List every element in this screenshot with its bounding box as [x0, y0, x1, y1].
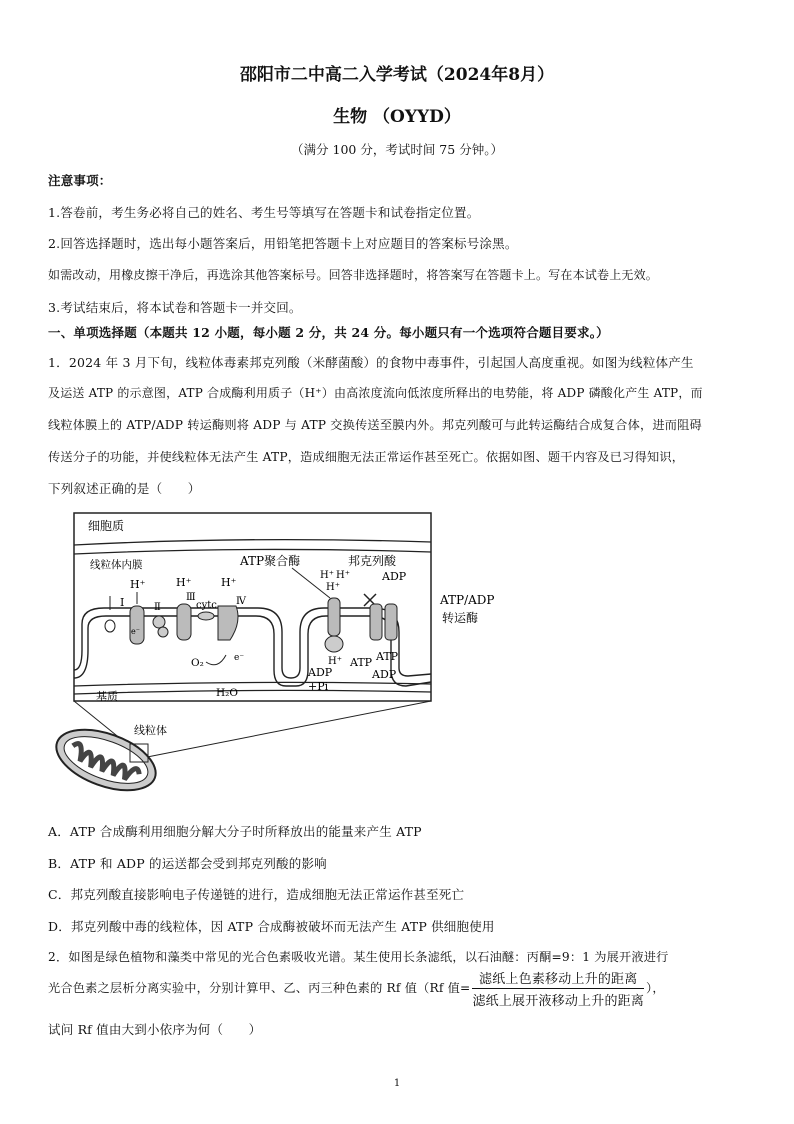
complex-III [177, 604, 191, 640]
electron-label: e⁻ [131, 627, 140, 636]
section-heading: 一、单项选择题（本题共 12 小题，每小题 2 分，共 24 分。每小题只有一个选项符合题目要求。） [48, 325, 609, 340]
atp-label: ATP [376, 650, 399, 663]
cytc-label: cytc [196, 600, 217, 611]
atp-synthase-label: ATP聚合酶 [240, 554, 301, 568]
exam-title: 邵阳市二中高二入学考试（2024年8月） [239, 65, 555, 85]
question-2-stem-text: ）， [646, 981, 665, 995]
atp-synthase [328, 598, 340, 636]
h-plus-label: H⁺ [221, 576, 237, 589]
inner-membrane-label: 线粒体内膜 [90, 559, 143, 571]
page-number: 1 [393, 1078, 401, 1089]
complex-III-label: Ⅲ [186, 592, 196, 603]
atp-label: ATP [350, 656, 373, 669]
complex-II [153, 616, 165, 628]
question-1-stem-line: 传送分子的功能，并使线粒体无法产生 ATP，造成细胞无法正常运作甚至死亡。依据如图、题干内容及已习得知识， [48, 450, 685, 464]
notice-item: 如需改动，用橡皮擦干净后，再选涂其他答案标号。回答非选择题时，将答案写在答题卡上。写在本试卷上无效。 [48, 268, 659, 282]
matrix-label: 基质 [96, 690, 118, 703]
adp-label: ADP [382, 570, 407, 583]
h-plus-label: H⁺ [176, 576, 192, 589]
outer-membrane [74, 682, 431, 686]
arrow [206, 655, 226, 665]
subject-title: 生物 （OYYD） [333, 107, 461, 127]
h2o-label: H₂O [216, 687, 238, 699]
question-1-option-a: A．ATP 合成酶利用细胞分解大分子时所释放出的能量来产生 ATP [48, 824, 422, 839]
question-2-stem-line: 2．如图是绿色植物和藻类中常见的光合色素吸收光谱。某生使用长条滤纸，以石油醚：丙酮=9：1 为展开液进行 [48, 950, 669, 964]
notice-heading: 注意事项： [48, 173, 112, 188]
question-2-stem-line: 试问 Rf 值由大到小依序为何（ ） [48, 1022, 262, 1037]
mitochondrion-label: 线粒体 [134, 724, 167, 737]
question-1-stem-line: 下列叙述正确的是（ ） [48, 481, 201, 496]
rf-numerator: 滤纸上色素移动上升的距离 [472, 968, 644, 989]
transporter-label: 转运酶 [442, 611, 479, 625]
channel-circle [105, 620, 115, 632]
h-plus-label: H⁺ [130, 578, 146, 591]
question-1-stem-line: 及运送 ATP 的示意图，ATP 合成酶利用质子（H⁺）由高浓度流向低浓度所释出的电势能，将 ADP 磷酸化产生 ATP，而 [48, 386, 703, 400]
transporter [385, 604, 397, 640]
atp-synthase-head [325, 636, 343, 652]
rf-denominator: 滤纸上展开液移动上升的距离 [472, 994, 645, 1009]
mitochondria-atp-diagram [46, 510, 506, 810]
complex-IV-label: Ⅳ [236, 596, 246, 607]
h-plus-label: H⁺ [328, 656, 342, 667]
question-2-stem-line [48, 968, 665, 1009]
pi-label: +Pi [308, 680, 329, 693]
question-2-stem-text: 光合色素之层析分离实验中，分别计算甲、乙、丙三种色素的 Rf 值（Rf 值= [48, 981, 471, 995]
o2-label: O₂ [191, 657, 204, 669]
complex-II [158, 627, 168, 637]
question-1-option-d: D．邦克列酸中毒的线粒体，因 ATP 合成酶被破坏而无法产生 ATP 供细胞使用 [48, 919, 495, 934]
complex-I [130, 606, 144, 644]
h-plus-label: H⁺ [320, 570, 334, 581]
adp-label: ADP [372, 668, 397, 681]
h-plus-label: H⁺ [336, 570, 350, 581]
question-1-option-c: C．邦克列酸直接影响电子传递链的进行，造成细胞无法正常运作甚至死亡 [48, 887, 465, 902]
outer-membrane [74, 690, 431, 694]
question-1-stem-line: 线粒体膜上的 ATP/ADP 转运酶则将 ADP 与 ATP 交换传送至膜内外。邦克列酸可与此转运酶结合成复合体，进而阻碍 [48, 418, 702, 432]
notice-item: 3.考试结束后，将本试卷和答题卡一并交回。 [48, 300, 302, 315]
question-1-stem-line: 1．2024 年 3 月下旬，线粒体毒素邦克列酸（米酵菌酸）的食物中毒事件，引起国人高度重视。如图为线粒体产生 [48, 355, 694, 370]
outer-membrane [74, 540, 431, 545]
notice-item: 1.答卷前，考生务必将自己的姓名、考生号等填写在答题卡和试卷指定位置。 [48, 205, 480, 220]
complex-II-label: Ⅱ [154, 602, 161, 613]
exam-info: （满分 100 分，考试时间 75 分钟。） [291, 142, 503, 157]
complex-I-label: I [120, 596, 125, 609]
adp-label: ADP [308, 666, 333, 679]
question-1-option-b: B．ATP 和 ADP 的运送都会受到邦克列酸的影响 [48, 856, 327, 871]
bongkrekic-acid-label: 邦克列酸 [348, 554, 397, 568]
cytoplasm-label: 细胞质 [88, 519, 125, 533]
h-plus-label: H⁺ [326, 582, 340, 593]
complex-IV [218, 606, 238, 640]
notice-item: 2.回答选择题时，选出每小题答案后，用铅笔把答题卡上对应题目的答案标号涂黑。 [48, 236, 518, 251]
transporter [370, 604, 382, 640]
zoom-line [132, 701, 431, 760]
rf-formula [472, 968, 644, 1009]
transporter-label: ATP/ADP [440, 593, 495, 607]
cytc [198, 612, 214, 620]
electron-label: e⁻ [234, 653, 245, 663]
